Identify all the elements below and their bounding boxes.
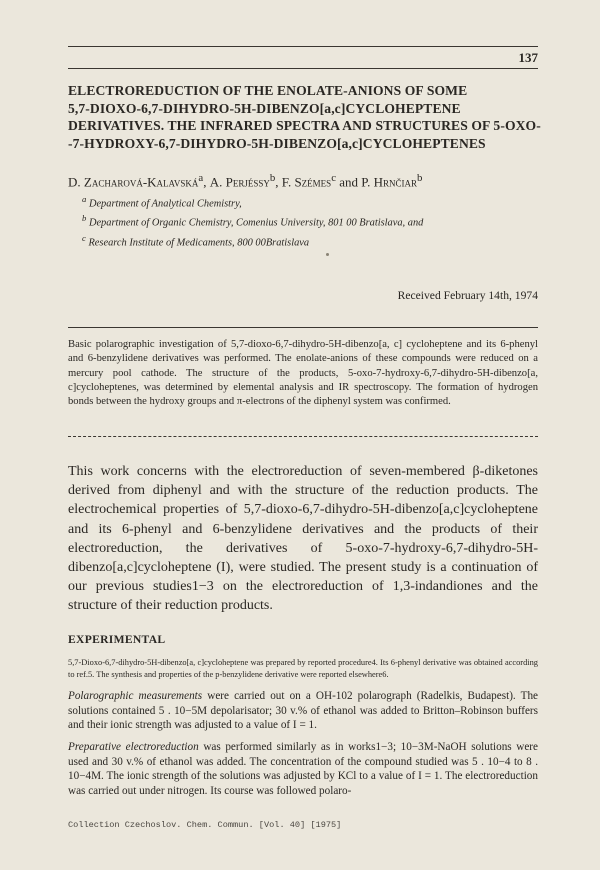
title-line: -7-HYDROXY-6,7-DIHYDRO-5H-DIBENZO[a,c]CYCLOHEPTENES [68, 135, 486, 151]
affiliation-line [82, 231, 423, 250]
author-separator: and [336, 174, 362, 190]
author-list [68, 172, 422, 190]
author-separator: , [275, 174, 282, 190]
journal-footer: Collection Czechoslov. Chem. Commun. [Vol. 40] [1975] [68, 820, 342, 830]
print-speck [326, 253, 329, 256]
author-affil-mark: b [416, 172, 423, 184]
affiliation-line [82, 211, 423, 230]
abstract: Basic polarographic investigation of 5,7-dioxo-6,7-dihydro-5H-dibenzo[a, c] cycloheptene and its 6-phenyl and 6-benzylidene derivatives was performed. The enolate-anions of these compounds were reduced on a mercury pool cathode. The structure of the products, 5-oxo-7-hydroxy-6,7-dihydro-5H-dibenzo[a, c]cycloheptenes, was determined by elemental analysis and IR spectroscopy. The formation of hydrogen bonds between the hydroxy groups and π-electrons of the diphenyl system was confirmed. [68, 339, 538, 408]
preparative-paragraph [68, 740, 538, 798]
affiliation-text: Department of Organic Chemistry, Comenius University, 801 00 Bratislava, and [88, 217, 424, 229]
experimental-note: 5,7-Dioxo-6,7-dihydro-5H-dibenzo[a, c]cycloheptene was prepared by reported procedure4. Its 6-phenyl derivative was obtained according to ref.5. The synthesis and properties of the p-benzylidene derivative were reported elsewhere6. [68, 658, 538, 679]
article-title [68, 82, 545, 152]
affiliation-mark: c [82, 232, 86, 243]
author-affil-mark: b [269, 172, 276, 184]
affiliation-text: Department of Analytical Chemistry, [88, 198, 242, 210]
paragraph-lead: Preparative electroreduction [68, 741, 199, 753]
paragraph-lead: Polarographic measurements [68, 690, 203, 702]
paragraph-text: were carried out on a OH-102 polarograph (Radelkis, Budapest). The solutions contained 5 . 10−5M depolarisator; 30 v.% of ethanol was added to Britton–Robinson buffers and their ionic strength was adjusted to a value of I = 1. [68, 690, 538, 732]
abstract-rule-top [68, 327, 538, 328]
author-affil-mark: c [331, 172, 336, 184]
affiliation-mark: a [82, 194, 87, 204]
header-rule-top [68, 46, 538, 47]
received-date: Received February 14th, 1974 [397, 289, 538, 302]
title-line: DERIVATIVES. THE INFRARED SPECTRA AND STRUCTURES OF 5-OXO- [68, 118, 541, 133]
author-name: F. Szémes [281, 174, 332, 190]
title-line: ELECTROREDUCTION OF THE ENOLATE-ANIONS OF SOME [68, 83, 468, 98]
affiliation-text: Research Institute of Medicaments, 800 00Bratislava [88, 237, 310, 249]
affiliation-mark: b [82, 213, 87, 224]
polarographic-paragraph [68, 689, 538, 733]
author-name: D. Zacharová-Kalavská [68, 174, 199, 190]
paragraph-text: was performed similarly as in works1−3; 10−3M-NaOH solutions were used and 30 v.% of ethanol was added. The concentration of the compound studied was 5 . 10−4 to 8 . 10−4M. The ionic strength of the solutions was adjusted by KCl to a value of I = 1. The electroreduction was carried out under nitrogen. Its course was followed polaro- [68, 741, 538, 797]
affiliation-line [82, 192, 423, 211]
abstract-rule-bottom [68, 436, 538, 437]
author-name: A. Perjéssy [209, 174, 270, 190]
affiliations [82, 192, 423, 250]
title-line: 5,7-DIOXO-6,7-DIHYDRO-5H-DIBENZO[a,c]CYCLOHEPTENE [68, 100, 461, 116]
page-number: 137 [518, 50, 538, 65]
author-affil-mark: a [198, 172, 204, 184]
author-name: P. Hrnčiar [361, 174, 417, 190]
section-heading: EXPERIMENTAL [68, 633, 166, 646]
author-separator: , [203, 174, 210, 190]
intro-paragraph: This work concerns with the electroreduction of seven-membered β-diketones derived from diphenyl and with the structure of the reduction products. The electrochemical properties of 5,7-dioxo-6,7-dihydro-5H-dibenzo[a,c]cycloheptene and its 6-phenyl and 6-benzylidene derivatives and the products of their electroreduction, the derivatives of 5-oxo-7-hydroxy-6,7-dihydro-5H-dibenzo[a,c]cycloheptene (I), were studied. The present study is a continuation of our previous studies1−3 on the electroreduction of 1,3-indandiones and the structure of their reduction products. [68, 464, 538, 614]
header-rule-bottom [68, 68, 538, 69]
